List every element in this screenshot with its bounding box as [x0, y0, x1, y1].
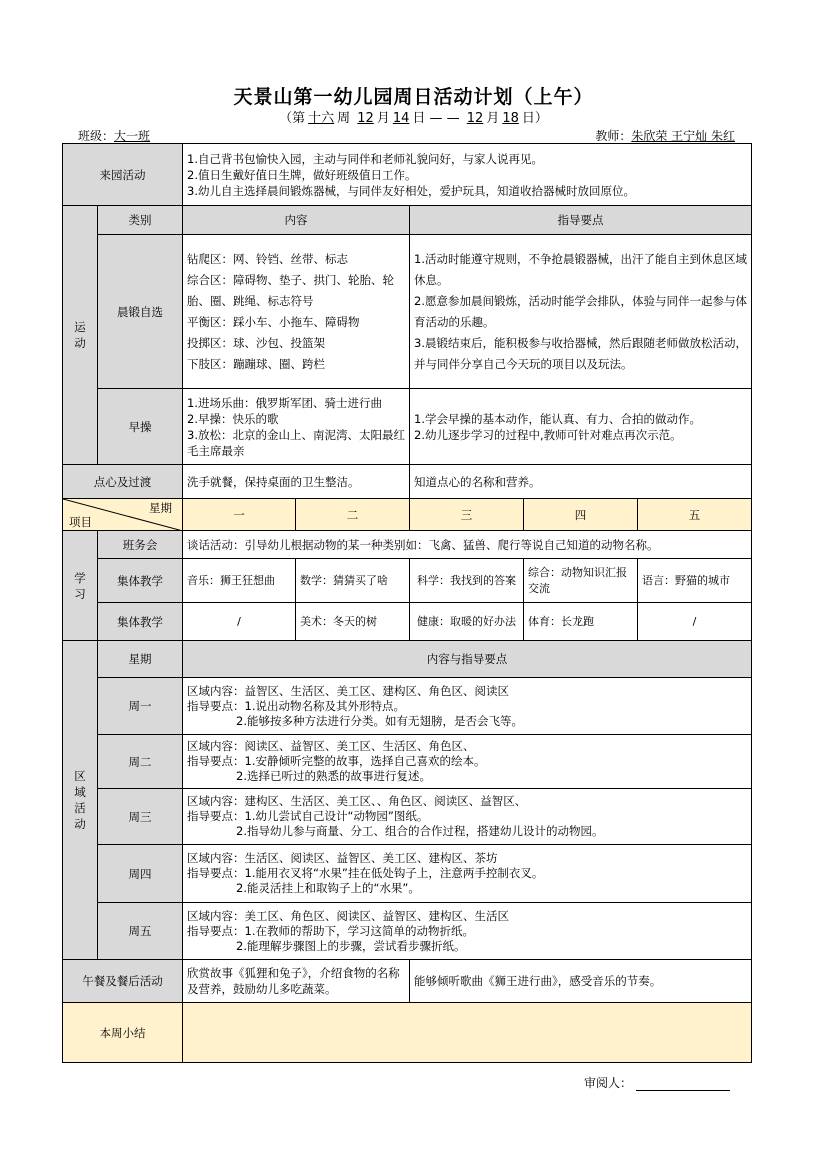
area-content-header: 内容与指导要点 — [183, 641, 752, 678]
area-zones-label: 区域内容： — [187, 851, 245, 865]
arrival-row — [63, 144, 752, 206]
category-header: 类别 — [98, 206, 183, 235]
area-zones — [187, 794, 747, 809]
area-guide-point: 2.选择已听过的熟悉的故事进行复述。 — [236, 769, 431, 783]
area-day-label: 周四 — [98, 845, 183, 903]
class-meeting-label: 班务会 — [98, 531, 183, 559]
area-zones-value: 生活区、阅读区、益智区、美工区、建构区、茶坊 — [244, 851, 498, 865]
morning-drill-row — [63, 389, 752, 465]
lesson-cell: 音乐：狮王狂想曲 — [183, 559, 296, 603]
morning-exercise-points — [410, 235, 752, 389]
area-label — [63, 641, 98, 960]
area-guide-label: 指导要点： — [187, 698, 245, 713]
weekday-header-row — [63, 499, 752, 531]
area-guide-label: 指导要点： — [187, 754, 245, 768]
area-guide-point: 2.能灵活挂上和取钩子上的“水果”。 — [236, 881, 420, 895]
study-label-text: 学习 — [74, 570, 86, 601]
lesson-cell: 科学：我找到的答案 — [410, 559, 524, 603]
week-number: 十六 — [308, 111, 335, 126]
end-month: 12 — [466, 111, 484, 126]
study-label — [63, 531, 98, 641]
start-day-unit: 日 — — — [412, 111, 460, 126]
drill-point: 2.幼儿逐步学习的过程中,教师可针对难点再次示范。 — [414, 427, 682, 442]
item-corner-label: 项目 — [69, 515, 92, 529]
snack-row — [63, 465, 752, 499]
reviewer-label: 审阅人： — [584, 1076, 633, 1090]
exercise-point: 1.活动时能遵守规则，不争抢晨锻器械，出汗了能自主到休息区域休息。 — [414, 251, 747, 287]
arrival-line: 2.值日生戴好值日生牌，做好班级值日工作。 — [187, 167, 417, 182]
area-guide-point: 1.幼儿尝试自己设计“动物园”图纸。 — [244, 809, 429, 823]
snack-points: 知道点心的名称和营养。 — [410, 465, 752, 499]
lesson-cell: 美术：冬天的树 — [296, 603, 410, 641]
start-day: 14 — [392, 111, 410, 126]
day-header: 三 — [410, 499, 524, 531]
start-month-unit: 月 — [376, 111, 390, 126]
area-guide-point: 2.能够按多种方法进行分类。如有无翅膀，是否会飞等。 — [236, 713, 523, 728]
morning-drill-points — [410, 389, 752, 465]
area-guide-point: 1.安静倾听完整的故事，选择自己喜欢的绘本。 — [244, 754, 486, 768]
lesson-cell: 综合：动物知识汇报交流 — [524, 559, 638, 603]
sports-header-row — [63, 206, 752, 235]
area-zones-label: 区域内容： — [187, 683, 245, 698]
area-guide-point: 1.能用衣叉将“水果”挂在低处钩子上，注意两手控制衣叉。 — [244, 866, 544, 880]
class-meeting-content: 谈话活动：引导幼儿根据动物的某一种类别如：飞禽、猛兽、爬行等说自己知道的动物名称。 — [183, 531, 752, 559]
area-guide — [187, 699, 747, 714]
drill-point: 1.学会早操的基本动作，能认真、有力、合拍的做动作。 — [414, 411, 701, 426]
lesson-cell: 数学：猜猜买了啥 — [296, 559, 410, 603]
lesson-cell: 健康：取暖的好办法 — [410, 603, 524, 641]
area-zones — [187, 684, 747, 699]
class-value: 大一班 — [114, 129, 151, 143]
area-day-row — [63, 845, 752, 903]
area-guide-point: 2.能理解步骤图上的步骤，尝试看步骤折纸。 — [236, 938, 466, 953]
day-header: 一 — [183, 499, 296, 531]
page-title: 天景山第一幼儿园周日活动计划（上午） — [233, 86, 594, 108]
summary-content[interactable] — [183, 1003, 752, 1063]
class-info — [78, 127, 192, 144]
exercise-area: 下肢区：蹦蹦球、圈、跨栏 — [187, 356, 325, 371]
group-teaching-label: 集体教学 — [98, 603, 183, 641]
area-zones — [187, 851, 747, 866]
teacher-label: 教师： — [595, 129, 632, 143]
area-guide-label: 指导要点： — [187, 923, 245, 938]
day-header: 四 — [524, 499, 638, 531]
end-day: 18 — [502, 111, 519, 126]
end-month-unit: 月 — [486, 111, 500, 126]
reviewer-signature-line[interactable] — [636, 1078, 730, 1091]
area-zones-label: 区域内容： — [187, 908, 245, 923]
area-day-label: 周三 — [98, 789, 183, 845]
lunch-row — [63, 960, 752, 1003]
area-guide-point: 2.指导幼儿参与商量、分工、组合的合作过程，搭建幼儿设计的动物园。 — [236, 824, 604, 838]
exercise-area: 综合区：障碍物、垫子、拱门、轮胎、轮胎、圈、跳绳、标志符号 — [187, 272, 394, 308]
sports-label — [63, 206, 98, 465]
exercise-area: 平衡区：踩小车、小拖车、障碍物 — [187, 314, 360, 329]
area-guide — [187, 866, 747, 881]
summary-label: 本周小结 — [63, 1003, 183, 1063]
snack-label: 点心及过渡 — [63, 465, 183, 499]
activity-plan-table — [62, 143, 752, 1063]
exercise-point: 2.愿意参加晨间锻炼，活动时能学会排队，体验与同伴一起参与体育活动的乐趣。 — [414, 293, 747, 329]
drill-item: 3.放松：北京的金山上、南泥湾、太阳最红毛主席最亲 — [187, 427, 405, 458]
start-month: 12 — [357, 111, 374, 126]
group-teaching-row-1 — [63, 559, 752, 603]
area-guide-label: 指导要点： — [187, 866, 245, 880]
area-zones-label: 区域内容： — [187, 739, 245, 753]
morning-drill-label: 早操 — [98, 389, 183, 465]
area-guide — [187, 754, 747, 769]
area-day-content — [183, 845, 752, 903]
drill-item: 2.早操：快乐的歌 — [187, 411, 279, 426]
lesson-cell: / — [638, 603, 752, 641]
group-teaching-row-2 — [63, 603, 752, 641]
area-zones-value: 阅读区、益智区、美工区、生活区、角色区、 — [244, 739, 475, 753]
end-day-unit: 日） — [521, 111, 548, 126]
weekday-corner-cell — [63, 499, 183, 531]
area-day-content — [183, 789, 752, 845]
morning-exercise-content — [183, 235, 410, 389]
lesson-cell: 语言：野猫的城市 — [638, 559, 752, 603]
area-guide — [187, 809, 747, 824]
arrival-content — [183, 144, 752, 206]
arrival-line: 3.幼儿自主选择晨间锻炼器械，与同伴友好相处，爱护玩具，知道收拾器械时放回原位。 — [187, 183, 635, 198]
sports-label-text: 运动 — [74, 320, 86, 350]
group-teaching-label: 集体教学 — [98, 559, 183, 603]
area-day-label: 周五 — [98, 903, 183, 960]
exercise-area: 投掷区：球、沙包、投篮架 — [187, 335, 325, 350]
area-day-row — [63, 735, 752, 789]
area-zones-label: 区域内容： — [187, 794, 245, 808]
morning-exercise-label: 晨锻自选 — [98, 235, 183, 389]
snack-content: 洗手就餐，保持桌面的卫生整洁。 — [183, 465, 410, 499]
summary-row — [63, 1003, 752, 1063]
area-zones — [187, 739, 747, 754]
exercise-point: 3.晨锻结束后，能积极参与收拾器械，然后跟随老师做放松活动，并与同伴分享自己今天玩的项目以及玩法。 — [414, 335, 747, 371]
lunch-label: 午餐及餐后活动 — [63, 960, 183, 1003]
area-guide-point: 1.说出动物名称及其外形特点。 — [244, 698, 405, 713]
area-day-content — [183, 678, 752, 735]
arrival-label: 来园活动 — [63, 144, 183, 206]
area-day-label: 周一 — [98, 678, 183, 735]
lunch-content: 欣赏故事《狐狸和兔子》，介绍食物的名称及营养，鼓励幼儿多吃蔬菜。 — [183, 960, 410, 1003]
content-header: 内容 — [183, 206, 410, 235]
area-day-row — [63, 789, 752, 845]
area-zones — [187, 909, 747, 924]
class-meeting-row — [63, 531, 752, 559]
lesson-cell: / — [183, 603, 296, 641]
date-open: （第 — [279, 111, 306, 126]
date-range — [0, 107, 827, 126]
lunch-points: 能够倾听歌曲《狮王进行曲》，感受音乐的节奏。 — [410, 960, 752, 1003]
area-guide-label: 指导要点： — [187, 809, 245, 823]
area-week-header: 星期 — [98, 641, 183, 678]
points-header: 指导要点 — [410, 206, 752, 235]
area-day-row — [63, 678, 752, 735]
lesson-cell: 体育：长龙跑 — [524, 603, 638, 641]
reviewer-field — [584, 1074, 730, 1091]
area-guide — [187, 924, 747, 939]
morning-drill-content — [183, 389, 410, 465]
area-label-text: 区域活动 — [74, 769, 86, 831]
day-header: 二 — [296, 499, 410, 531]
morning-exercise-row — [63, 235, 752, 389]
area-header-row — [63, 641, 752, 678]
day-header: 五 — [638, 499, 752, 531]
teacher-value: 朱欣荣 王宁灿 朱红 — [631, 129, 735, 143]
area-day-content — [183, 735, 752, 789]
drill-item: 1.进场乐曲：俄罗斯军团、骑士进行曲 — [187, 395, 382, 410]
teacher-info — [595, 127, 735, 144]
area-zones-value: 美工区、角色区、阅读区、益智区、建构区、生活区 — [244, 908, 509, 923]
week-unit: 周 — [337, 111, 351, 126]
area-day-label: 周二 — [98, 735, 183, 789]
area-day-content — [183, 903, 752, 960]
area-zones-value: 建构区、生活区、美工区、、角色区、阅读区、益智区、 — [244, 794, 527, 808]
area-guide-point: 1.在教师的帮助下，学习这简单的动物折纸。 — [244, 923, 474, 938]
area-day-row — [63, 903, 752, 960]
arrival-line: 1.自己背书包愉快入园，主动与同伴和老师礼貌问好，与家人说再见。 — [187, 151, 543, 166]
exercise-area: 钻爬区：网、铃铛、丝带、标志 — [187, 251, 348, 266]
week-corner-label: 星期 — [149, 501, 172, 515]
area-zones-value: 益智区、生活区、美工区、建构区、角色区、阅读区 — [244, 683, 509, 698]
class-label: 班级： — [78, 129, 115, 143]
